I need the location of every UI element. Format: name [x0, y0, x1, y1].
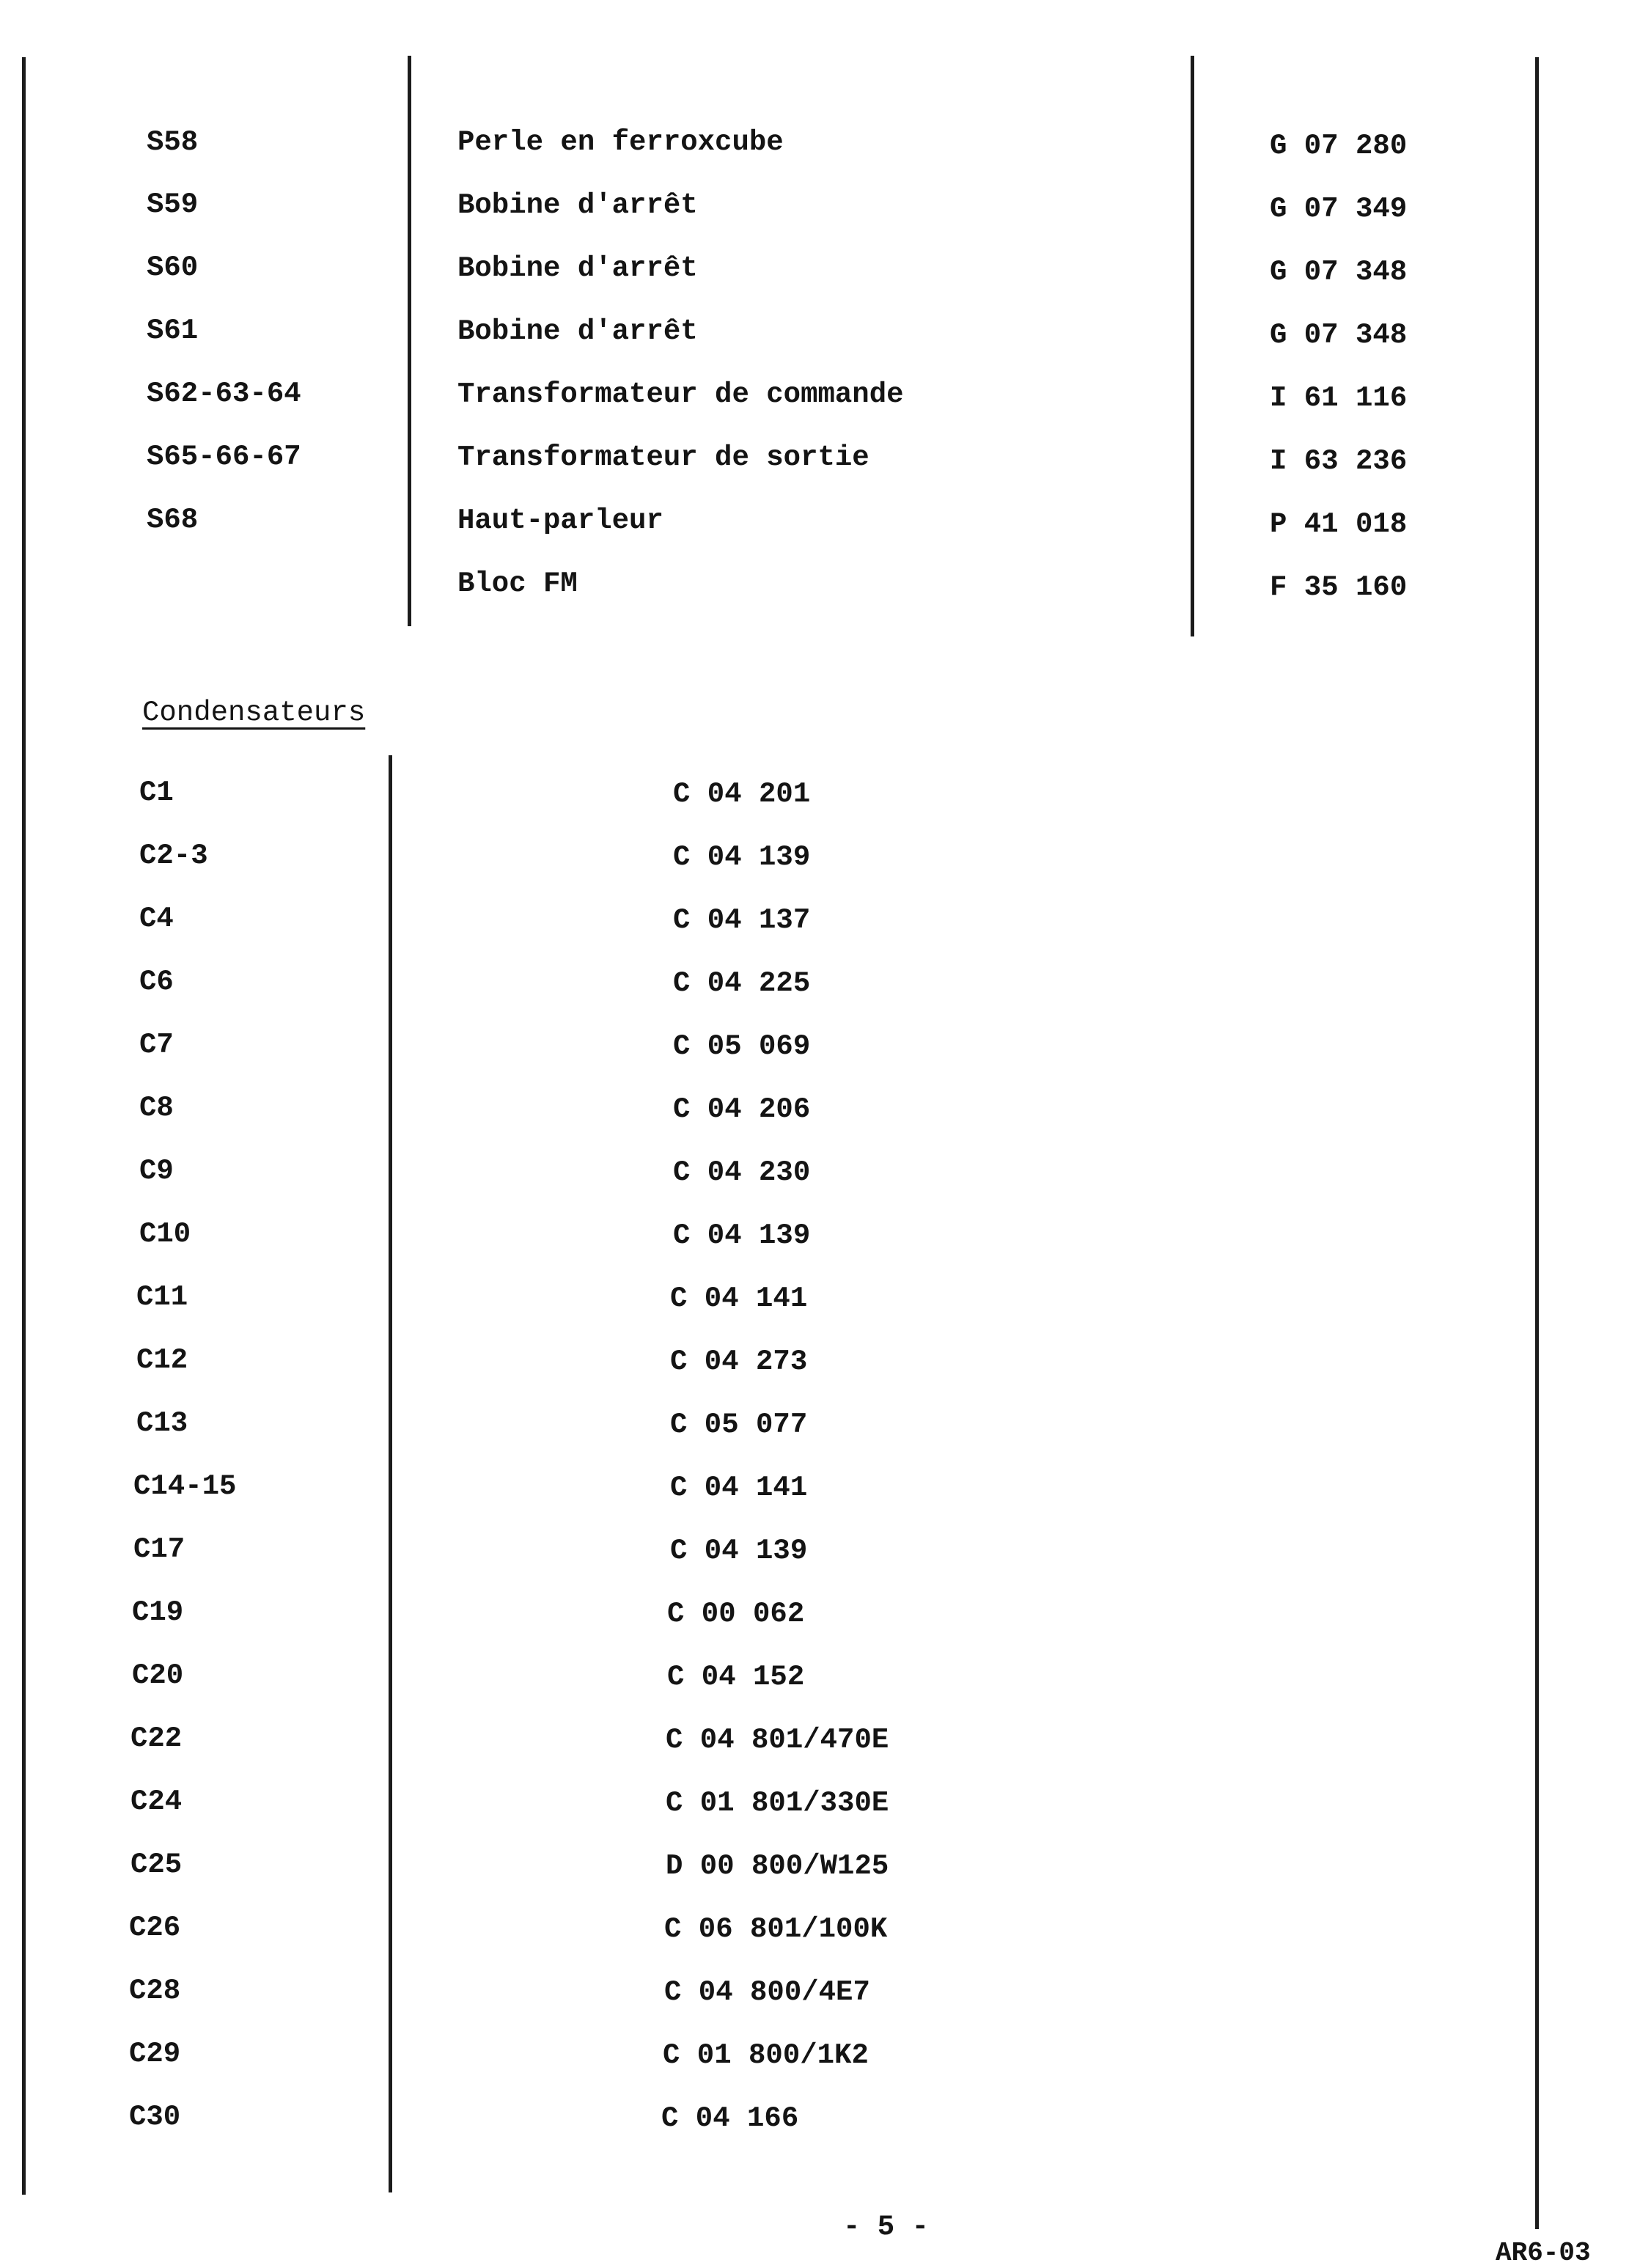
table-row: Bobine d'arrêt: [457, 315, 698, 348]
table-row: C 06 801/100K: [664, 1913, 888, 1945]
table-row: C8: [139, 1092, 174, 1124]
table-row: P 41 018: [1270, 508, 1408, 540]
table-row: C11: [136, 1281, 188, 1313]
table-row: C 04 141: [670, 1282, 808, 1315]
table-row: C1: [139, 777, 174, 809]
table-row: C 04 139: [673, 841, 811, 873]
left-margin-rule: [22, 57, 26, 2195]
table-row: C 04 201: [673, 778, 811, 810]
table-row: S62-63-64: [147, 378, 301, 410]
table-row: C 04 137: [673, 904, 811, 936]
table-row: C28: [129, 1975, 181, 2007]
table-row: C24: [130, 1786, 183, 1818]
table-row: G 07 280: [1270, 130, 1408, 162]
table-row: D 00 800/W125: [666, 1850, 889, 1882]
table-row: C 04 141: [670, 1472, 808, 1504]
table-row: S59: [147, 188, 199, 221]
table-row: C9: [139, 1155, 174, 1187]
table-row: Perle en ferroxcube: [457, 126, 784, 158]
table-row: Bloc FM: [457, 568, 578, 600]
table-row: C20: [132, 1659, 184, 1692]
table-row: Transformateur de sortie: [457, 441, 869, 474]
table-row: Transformateur de commande: [457, 378, 904, 411]
table-row: I 63 236: [1270, 445, 1408, 477]
table-row: C6: [139, 966, 174, 998]
table-row: C 04 225: [673, 967, 811, 999]
table-row: C29: [129, 2038, 181, 2070]
table-row: C 04 206: [673, 1093, 811, 1126]
table-row: C13: [136, 1407, 188, 1439]
table-row: G 07 348: [1270, 256, 1408, 288]
capacitor-table-rule: [389, 755, 392, 2192]
top-table-rule-1: [408, 56, 411, 626]
table-row: C4: [139, 903, 174, 935]
table-row: C 04 139: [670, 1535, 808, 1567]
table-row: C22: [130, 1722, 183, 1755]
table-row: C 05 069: [673, 1030, 811, 1063]
table-row: C 04 273: [670, 1346, 808, 1378]
table-row: C 00 062: [667, 1598, 805, 1630]
table-row: C12: [136, 1344, 188, 1376]
table-row: C17: [133, 1533, 185, 1566]
table-row: C19: [132, 1596, 184, 1629]
table-row: Haut-parleur: [457, 504, 663, 537]
table-row: S68: [147, 504, 199, 536]
top-table-rule-2: [1191, 56, 1194, 636]
table-row: S65-66-67: [147, 441, 301, 473]
table-row: C 01 801/330E: [666, 1787, 889, 1819]
table-row: G 07 349: [1270, 193, 1408, 225]
section-title: Condensateurs: [142, 697, 366, 729]
table-row: C 04 230: [673, 1156, 811, 1189]
table-row: C14-15: [133, 1470, 237, 1502]
right-margin-rule: [1535, 57, 1539, 2229]
document-code: AR6-03: [1496, 2238, 1591, 2268]
table-row: C25: [130, 1849, 183, 1881]
table-row: C 05 077: [670, 1409, 808, 1441]
table-row: C 04 800/4E7: [664, 1976, 870, 2008]
table-row: C30: [129, 2101, 181, 2133]
page-number: - 5 -: [843, 2211, 930, 2243]
table-row: C7: [139, 1029, 174, 1061]
table-row: C 01 800/1K2: [663, 2039, 869, 2071]
table-row: C 04 166: [661, 2102, 799, 2135]
table-row: C 04 139: [673, 1219, 811, 1252]
table-row: C10: [139, 1218, 191, 1250]
table-row: F 35 160: [1270, 571, 1408, 603]
table-row: S58: [147, 126, 199, 158]
table-row: S60: [147, 252, 199, 284]
table-row: Bobine d'arrêt: [457, 189, 698, 221]
table-row: I 61 116: [1270, 382, 1408, 414]
table-row: C 04 152: [667, 1661, 805, 1693]
table-row: G 07 348: [1270, 319, 1408, 351]
table-row: Bobine d'arrêt: [457, 252, 698, 285]
table-row: C 04 801/470E: [666, 1724, 889, 1756]
table-row: S61: [147, 315, 199, 347]
table-row: C2-3: [139, 840, 208, 872]
table-row: C26: [129, 1912, 181, 1944]
